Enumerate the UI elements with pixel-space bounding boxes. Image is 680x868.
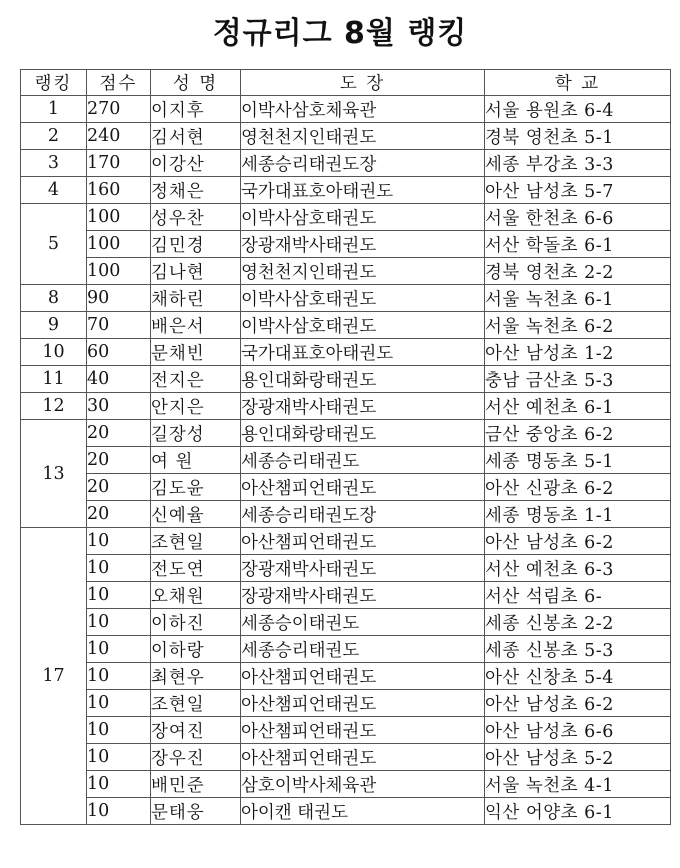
score-cell: 100 (87, 231, 151, 258)
gym-cell: 아산챔피언태권도 (241, 663, 485, 690)
score-cell: 240 (87, 123, 151, 150)
name-cell: 안지은 (151, 393, 241, 420)
score-cell: 20 (87, 501, 151, 528)
school-cell: 아산 남성초 6-2 (485, 690, 671, 717)
school-cell: 세종 명동초 1-1 (485, 501, 671, 528)
table-row (21, 420, 671, 447)
rank-cell: 5 (21, 204, 87, 285)
score-cell: 10 (87, 609, 151, 636)
school-cell: 서산 예천초 6-3 (485, 555, 671, 582)
gym-cell: 세종승이태권도 (241, 609, 485, 636)
page-title: 정규리그 8월 랭킹 (212, 16, 468, 51)
name-cell: 문태웅 (151, 798, 241, 825)
table-row (21, 204, 671, 231)
score-cell: 100 (87, 204, 151, 231)
name-cell: 김나현 (151, 258, 241, 285)
gym-cell: 아산챔피언태권도 (241, 690, 485, 717)
header-name: 성 명 (151, 70, 241, 96)
school-cell: 충남 금산초 5-3 (485, 366, 671, 393)
name-cell: 배은서 (151, 312, 241, 339)
school-cell: 세종 신봉초 5-3 (485, 636, 671, 663)
name-cell: 채하린 (151, 285, 241, 312)
school-cell: 세종 신봉초 2-2 (485, 609, 671, 636)
gym-cell: 이박사삼호태권도 (241, 204, 485, 231)
name-cell: 길장성 (151, 420, 241, 447)
school-cell: 서울 녹천초 4-1 (485, 771, 671, 798)
rank-cell: 10 (21, 339, 87, 366)
gym-cell: 영천천지인태권도 (241, 123, 485, 150)
table-row (21, 231, 671, 258)
school-cell: 서울 한천초 6-6 (485, 204, 671, 231)
gym-cell: 세종승리태권도장 (241, 150, 485, 177)
table-row (21, 285, 671, 312)
header-school: 학 교 (485, 70, 671, 96)
school-cell: 경북 영천초 2-2 (485, 258, 671, 285)
gym-cell: 장광재박사태권도 (241, 555, 485, 582)
rank-cell: 17 (21, 528, 87, 825)
gym-cell: 장광재박사태권도 (241, 231, 485, 258)
header-score: 점수 (87, 70, 151, 96)
table-row (21, 177, 671, 204)
school-cell: 아산 남성초 5-7 (485, 177, 671, 204)
name-cell: 배민준 (151, 771, 241, 798)
score-cell: 60 (87, 339, 151, 366)
name-cell: 이지후 (151, 96, 241, 123)
gym-cell: 아이캔 태권도 (241, 798, 485, 825)
score-cell: 70 (87, 312, 151, 339)
table-row (21, 771, 671, 798)
score-cell: 20 (87, 420, 151, 447)
name-cell: 김도윤 (151, 474, 241, 501)
score-cell: 10 (87, 582, 151, 609)
table-row (21, 798, 671, 825)
table-row (21, 528, 671, 555)
score-cell: 30 (87, 393, 151, 420)
table-row (21, 663, 671, 690)
rank-cell: 12 (21, 393, 87, 420)
gym-cell: 세종승리태권도장 (241, 501, 485, 528)
name-cell: 이강산 (151, 150, 241, 177)
table-row (21, 258, 671, 285)
name-cell: 김서현 (151, 123, 241, 150)
name-cell: 성우찬 (151, 204, 241, 231)
table-row (21, 636, 671, 663)
gym-cell: 아산챔피언태권도 (241, 717, 485, 744)
gym-cell: 삼호이박사체육관 (241, 771, 485, 798)
name-cell: 정채은 (151, 177, 241, 204)
name-cell: 여 원 (151, 447, 241, 474)
score-cell: 10 (87, 717, 151, 744)
score-cell: 10 (87, 798, 151, 825)
ranking-table (20, 69, 671, 825)
score-cell: 10 (87, 744, 151, 771)
gym-cell: 영천천지인태권도 (241, 258, 485, 285)
score-cell: 90 (87, 285, 151, 312)
school-cell: 세종 명동초 5-1 (485, 447, 671, 474)
school-cell: 아산 신광초 6-2 (485, 474, 671, 501)
score-cell: 10 (87, 555, 151, 582)
gym-cell: 아산챔피언태권도 (241, 474, 485, 501)
name-cell: 조현일 (151, 690, 241, 717)
name-cell: 전도연 (151, 555, 241, 582)
school-cell: 서울 녹천초 6-2 (485, 312, 671, 339)
score-cell: 270 (87, 96, 151, 123)
score-cell: 10 (87, 636, 151, 663)
score-cell: 10 (87, 690, 151, 717)
table-row (21, 339, 671, 366)
gym-cell: 이박사삼호태권도 (241, 312, 485, 339)
gym-cell: 장광재박사태권도 (241, 393, 485, 420)
gym-cell: 국가대표호아태권도 (241, 177, 485, 204)
school-cell: 아산 남성초 1-2 (485, 339, 671, 366)
school-cell: 서산 석림초 6- (485, 582, 671, 609)
gym-cell: 세종승리태권도 (241, 636, 485, 663)
school-cell: 경북 영천초 5-1 (485, 123, 671, 150)
name-cell: 장우진 (151, 744, 241, 771)
table-header-row (21, 70, 671, 96)
score-cell: 170 (87, 150, 151, 177)
school-cell: 아산 신창초 5-4 (485, 663, 671, 690)
school-cell: 아산 남성초 5-2 (485, 744, 671, 771)
table-row (21, 393, 671, 420)
rank-cell: 11 (21, 366, 87, 393)
rank-cell: 9 (21, 312, 87, 339)
rank-cell: 8 (21, 285, 87, 312)
table-row (21, 366, 671, 393)
score-cell: 10 (87, 771, 151, 798)
name-cell: 오채원 (151, 582, 241, 609)
name-cell: 김민경 (151, 231, 241, 258)
header-rank: 랭킹 (21, 70, 87, 96)
rank-cell: 13 (21, 420, 87, 528)
school-cell: 서울 용원초 6-4 (485, 96, 671, 123)
name-cell: 문채빈 (151, 339, 241, 366)
score-cell: 100 (87, 258, 151, 285)
name-cell: 이하진 (151, 609, 241, 636)
school-cell: 아산 남성초 6-2 (485, 528, 671, 555)
name-cell: 조현일 (151, 528, 241, 555)
rank-cell: 3 (21, 150, 87, 177)
score-cell: 10 (87, 528, 151, 555)
gym-cell: 국가대표호아태권도 (241, 339, 485, 366)
score-cell: 10 (87, 663, 151, 690)
table-row (21, 312, 671, 339)
rank-cell: 4 (21, 177, 87, 204)
table-row (21, 690, 671, 717)
gym-cell: 장광재박사태권도 (241, 582, 485, 609)
rank-cell: 2 (21, 123, 87, 150)
name-cell: 이하랑 (151, 636, 241, 663)
gym-cell: 아산챔피언태권도 (241, 528, 485, 555)
gym-cell: 세종승리태권도 (241, 447, 485, 474)
rank-cell: 1 (21, 96, 87, 123)
score-cell: 160 (87, 177, 151, 204)
table-row (21, 123, 671, 150)
header-gym: 도 장 (241, 70, 485, 96)
table-row (21, 447, 671, 474)
gym-cell: 이박사삼호체육관 (241, 96, 485, 123)
name-cell: 최현우 (151, 663, 241, 690)
table-row (21, 582, 671, 609)
table-row (21, 609, 671, 636)
score-cell: 20 (87, 474, 151, 501)
school-cell: 서산 예천초 6-1 (485, 393, 671, 420)
school-cell: 아산 남성초 6-6 (485, 717, 671, 744)
score-cell: 20 (87, 447, 151, 474)
table-row (21, 150, 671, 177)
name-cell: 신예율 (151, 501, 241, 528)
table-row (21, 96, 671, 123)
table-body (21, 96, 671, 825)
score-cell: 40 (87, 366, 151, 393)
school-cell: 익산 어양초 6-1 (485, 798, 671, 825)
table-row (21, 555, 671, 582)
table-row (21, 474, 671, 501)
table-row (21, 744, 671, 771)
gym-cell: 아산챔피언태권도 (241, 744, 485, 771)
table-row (21, 501, 671, 528)
gym-cell: 이박사삼호태권도 (241, 285, 485, 312)
school-cell: 서산 학돌초 6-1 (485, 231, 671, 258)
school-cell: 금산 중앙초 6-2 (485, 420, 671, 447)
gym-cell: 용인대화랑태권도 (241, 366, 485, 393)
table-row (21, 717, 671, 744)
name-cell: 장여진 (151, 717, 241, 744)
gym-cell: 용인대화랑태권도 (241, 420, 485, 447)
school-cell: 서울 녹천초 6-1 (485, 285, 671, 312)
school-cell: 세종 부강초 3-3 (485, 150, 671, 177)
name-cell: 전지은 (151, 366, 241, 393)
